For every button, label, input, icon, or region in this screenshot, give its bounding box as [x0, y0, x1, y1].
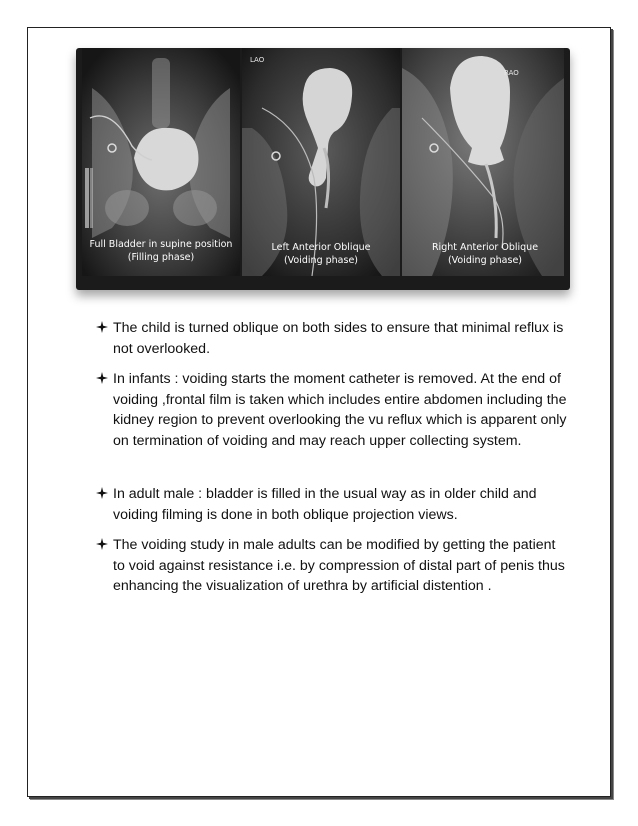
- bullet-item: [96, 535, 571, 597]
- bullet-text: In infants : voiding starts the moment catheter is removed. At the end of voiding ,frontal film is taken which includes entire abdomen including the kidney region to prevent overlooking the vu reflux which is apparent only on termination of voiding and may reach upper collecting system.: [113, 371, 567, 449]
- radiograph-figure: [76, 48, 570, 290]
- panel-caption-subtitle: (Voiding phase): [447, 255, 523, 266]
- bullet-text: The voiding study in male adults can be modified by getting the patient to void against resistance i.e. by compression of distal part of penis thus enhancing the visualization of urethra by artificial distention .: [113, 537, 565, 594]
- panel-caption-rao: [404, 241, 566, 267]
- lao-tag: LAO: [250, 56, 265, 64]
- diamond-bullet-icon: [96, 321, 108, 333]
- bullet-text: In adult male : bladder is filled in the usual way as in older child and voiding filming is done in both oblique projection views.: [113, 486, 537, 523]
- bullet-item: [96, 369, 571, 451]
- bullet-text: The child is turned oblique on both sides to ensure that minimal reflux is not overlooked.: [113, 320, 564, 357]
- panel-caption-subtitle: (Voiding phase): [283, 255, 359, 266]
- bullet-item: [96, 484, 571, 525]
- bullet-item: [96, 318, 571, 359]
- diamond-bullet-icon: [96, 538, 108, 550]
- panel-caption-lao: [242, 241, 400, 267]
- panel-caption-title: Left Anterior Oblique: [271, 242, 371, 253]
- bullet-list: [96, 318, 571, 597]
- diamond-bullet-icon: [96, 487, 108, 499]
- panel-caption-subtitle: (Filling phase): [127, 252, 195, 263]
- diamond-bullet-icon: [96, 372, 108, 384]
- panel-caption-title: Right Anterior Oblique: [431, 242, 539, 253]
- panel-caption-filling: [80, 238, 242, 264]
- panel-caption-title: Full Bladder in supine position: [89, 239, 233, 250]
- rao-tag: RAO: [504, 69, 519, 77]
